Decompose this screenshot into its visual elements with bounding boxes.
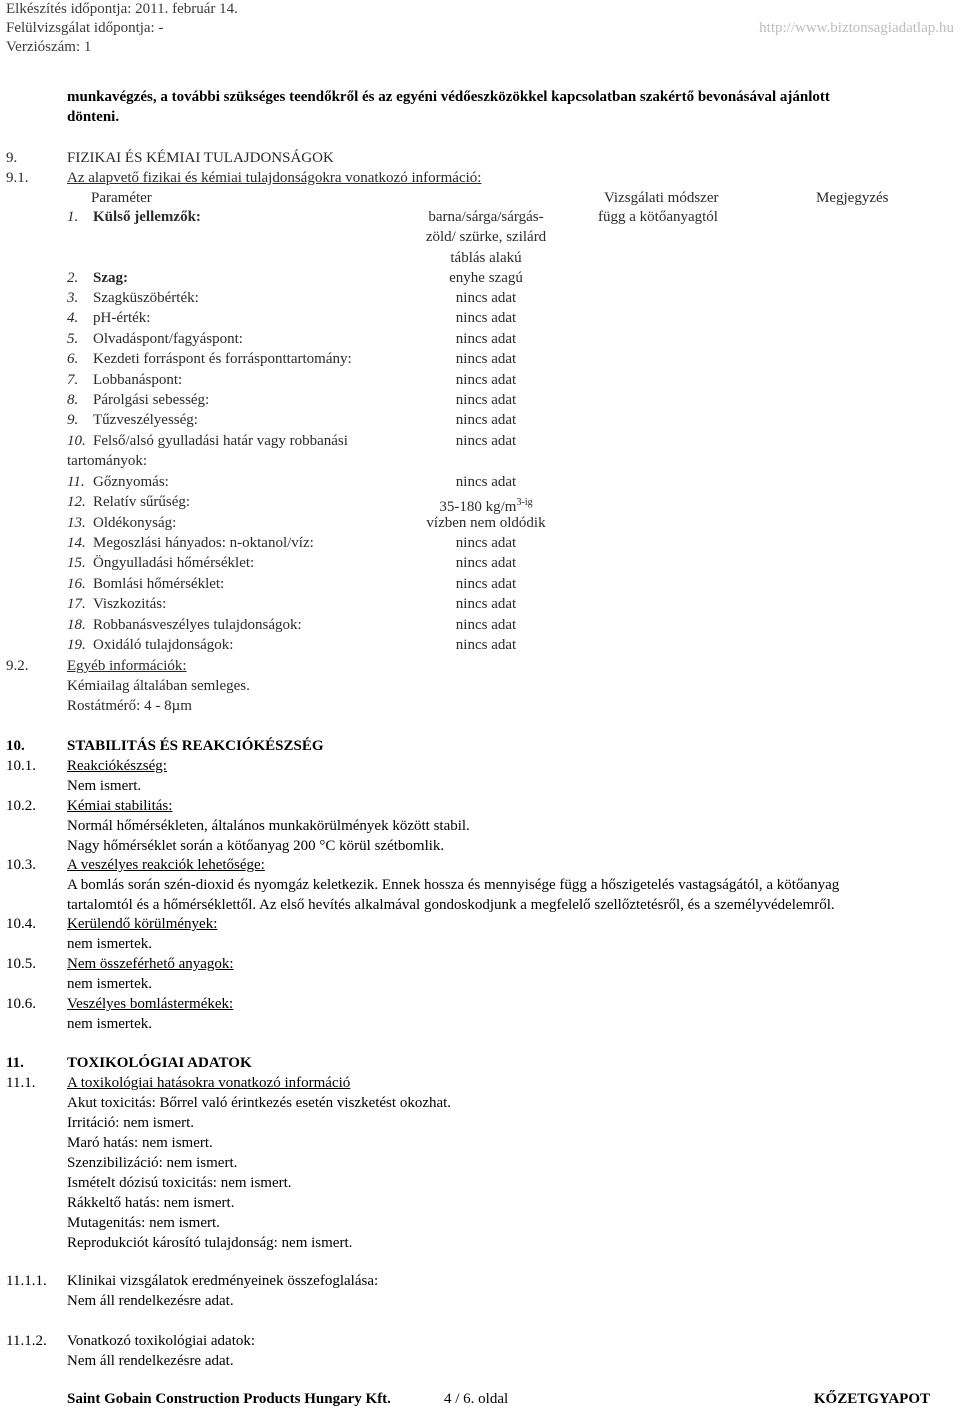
section-11-number: 11. [6, 1055, 24, 1071]
section-9-title: FIZIKAI ÉS KÉMIAI TULAJDONSÁGOK [67, 150, 334, 166]
section-11-1-number: 11.1. [6, 1075, 36, 1091]
section-10-item-number: 10.1. [6, 758, 36, 774]
table-row-label: Robbanásveszélyes tulajdonságok: [93, 617, 302, 633]
table-row-value [413, 290, 559, 307]
section-10-item-title: A veszélyes reakciók lehetősége: [67, 857, 265, 873]
table-row-number: 17. [67, 596, 86, 612]
table-row-number: 7. [67, 372, 79, 388]
section-11-1-2-text: Nem áll rendelkezésre adat. [67, 1353, 234, 1369]
table-row-label: Kezdeti forráspont és forrásponttartomány: [93, 351, 352, 367]
footer-company: Saint Gobain Construction Products Hungary Kft. [67, 1391, 391, 1407]
section-10-item-number: 10.5. [6, 956, 36, 972]
section-11-1-2-number: 11.1.2. [6, 1333, 47, 1349]
table-row-number: 14. [67, 535, 86, 551]
section-9-1-title: Az alapvető fizikai és kémiai tulajdonságokra vonatkozó információ: [67, 170, 482, 186]
section-9-2-number: 9.2. [6, 658, 29, 674]
table-row-number: 19. [67, 637, 86, 653]
table-row-value [413, 494, 559, 516]
table-row-value [413, 555, 559, 572]
created-date: Elkészítés időpontja: 2011. február 14. [6, 1, 238, 17]
table-row-value-text: 35-180 kg/m [439, 499, 517, 515]
section-10-item-title: Nem összeférhető anyagok: [67, 956, 234, 972]
section-10-item-line: nem ismertek. [67, 976, 152, 992]
toxicology-line: Reprodukciót károsító tulajdonság: nem ismert. [67, 1235, 353, 1251]
table-row-value-text: nincs adat [455, 331, 517, 347]
table-row-label: Oxidáló tulajdonságok: [93, 637, 234, 653]
table-row-number: 9. [67, 412, 79, 428]
table-row-value-text: nincs adat [455, 372, 517, 388]
table-row-label: Párolgási sebesség: [93, 392, 210, 408]
table-row-label: Oldékonyság: [93, 515, 177, 531]
table-row-value [413, 331, 559, 348]
column-header-parameter: Paraméter [91, 190, 152, 206]
toxicology-line: Mutagenitás: nem ismert. [67, 1215, 220, 1231]
table-row-number: 8. [67, 392, 79, 408]
table-row-value [413, 576, 559, 593]
section-9-2-title: Egyéb információk: [67, 658, 187, 674]
table-row-value-text: nincs adat [455, 617, 517, 633]
table-row-value-text: nincs adat [455, 535, 517, 551]
section-11-1-1-title: Klinikai vizsgálatok eredményeinek összefoglalása: [67, 1273, 379, 1289]
table-row-label: Lobbanáspont: [93, 372, 183, 388]
section-10-item-line: Nem ismert. [67, 778, 142, 794]
footer-product: KŐZETGYAPOT [813, 1391, 930, 1407]
table-row-value-superscript: 3-ig [516, 497, 533, 508]
toxicology-line: Rákkeltő hatás: nem ismert. [67, 1195, 235, 1211]
table-row-value-text: nincs adat [455, 433, 517, 449]
table-row-label: Gőznyomás: [93, 474, 169, 490]
table-row-number: 6. [67, 351, 79, 367]
table-row-value [413, 596, 559, 613]
table-row-value-text: nincs adat [455, 474, 517, 490]
table-row-label: Tűzveszélyesség: [93, 412, 198, 428]
version-number: Verziószám: 1 [6, 39, 92, 55]
footer-page-number: 4 / 6. oldal [444, 1391, 509, 1407]
table-row-value [413, 270, 559, 287]
table-row-number: 1. [67, 209, 79, 225]
table-row-label: Relatív sűrűség: [93, 494, 191, 510]
table-row-label: Öngyulladási hőmérséklet: [93, 555, 255, 571]
table-row-value [413, 209, 559, 226]
section-11-1-1-text: Nem áll rendelkezésre adat. [67, 1293, 234, 1309]
table-row-value-text: nincs adat [455, 351, 517, 367]
section-10-item-title: Reakciókészség: [67, 758, 167, 774]
table-row-value-text: nincs adat [455, 555, 517, 571]
revision-date: Felülvizsgálat időpontja: - [6, 20, 164, 36]
table-row-label: Viszkozitás: [93, 596, 167, 612]
table-row-value [413, 637, 559, 654]
table-row-number: 18. [67, 617, 86, 633]
section-10-item-line: A bomlás során szén-dioxid és nyomgáz keletkezik. Ennek hossza és mennyisége függ a hőszigetelés vastagságától, a kötőanyag [67, 877, 840, 893]
toxicology-line: Szenzibilizáció: nem ismert. [67, 1155, 238, 1171]
table-row-value [413, 372, 559, 389]
section-10-item-number: 10.4. [6, 916, 36, 932]
toxicology-line: Maró hatás: nem ismert. [67, 1135, 213, 1151]
table-row-value [413, 392, 559, 409]
table-row-method: függ a kötőanyagtól [598, 209, 718, 225]
table-row-value-line-3: táblás alakú [450, 250, 522, 266]
table-row-value-text: barna/sárga/sárgás- [428, 209, 544, 225]
table-row-number: 5. [67, 331, 79, 347]
section-10-item-line: Normál hőmérsékleten, általános munkakörülmények között stabil. [67, 818, 470, 834]
table-row-number: 2. [67, 270, 79, 286]
section-11-1-2-title: Vonatkozó toxikológiai adatok: [67, 1333, 256, 1349]
table-row-value [413, 617, 559, 634]
table-row-value [413, 535, 559, 552]
column-header-note: Megjegyzés [816, 190, 889, 206]
section-10-title: STABILITÁS ÉS REAKCIÓKÉSZSÉG [67, 738, 324, 754]
section-10-item-line: tartalomtól és a hőmérséklettől. Az első hevítés alkalmával gondoskodjunk a megfelelő szellőztetésről, és a személyvédelemről. [67, 897, 835, 913]
intro-line-1: munkavégzés, a további szükséges teendőkről és az egyéni védőeszközökkel kapcsolatban szakértő bevonásával ajánlott [67, 89, 830, 105]
toxicology-line: Irritáció: nem ismert. [67, 1115, 195, 1131]
table-row-number: 10. [67, 433, 86, 449]
table-row-number: 15. [67, 555, 86, 571]
section-9-number: 9. [6, 150, 18, 166]
section-10-item-line: nem ismertek. [67, 1016, 152, 1032]
section-10-item-number: 10.6. [6, 996, 36, 1012]
table-row-value-text: nincs adat [455, 596, 517, 612]
table-row-value [413, 310, 559, 327]
source-url: http://www.biztonsagiadatlap.hu [759, 20, 954, 36]
toxicology-line: Ismételt dózisú toxicitás: nem ismert. [67, 1175, 292, 1191]
table-row-value-line-2: zöld/ szürke, szilárd [425, 229, 547, 245]
table-row-number: 4. [67, 310, 79, 326]
table-row-label: Szag: [93, 270, 128, 286]
section-11-title: TOXIKOLÓGIAI ADATOK [67, 1055, 252, 1071]
section-11-1-title: A toxikológiai hatásokra vonatkozó információ [67, 1075, 351, 1091]
intro-line-2: dönteni. [67, 109, 120, 125]
section-11-1-1-number: 11.1.1. [6, 1273, 47, 1289]
table-row-number: 11. [67, 474, 85, 490]
table-row-number: 16. [67, 576, 86, 592]
table-row-value-text: enyhe szagú [449, 270, 523, 286]
table-row-value [413, 474, 559, 491]
table-row-number: 13. [67, 515, 86, 531]
table-row-label: pH-érték: [93, 310, 151, 326]
table-row-label: Bomlási hőmérséklet: [93, 576, 225, 592]
section-10-number: 10. [6, 738, 25, 754]
table-row-label: Felső/alsó gyulladási határ vagy robbanási [93, 433, 348, 449]
section-10-item-title: Kémiai stabilitás: [67, 798, 173, 814]
section-9-2-line-1: Kémiailag általában semleges. [67, 678, 250, 694]
table-row-value [413, 351, 559, 368]
section-10-item-number: 10.3. [6, 857, 36, 873]
table-row-value [413, 515, 559, 532]
toxicology-line: Akut toxicitás: Bőrrel való érintkezés esetén viszketést okozhat. [67, 1095, 452, 1111]
table-row-value-text: nincs adat [455, 310, 517, 326]
table-row-value [413, 433, 559, 450]
table-row-value-text: nincs adat [455, 637, 517, 653]
section-10-item-title: Veszélyes bomlástermékek: [67, 996, 234, 1012]
table-row-label: Szagküszöbérték: [93, 290, 199, 306]
table-row-number: 12. [67, 494, 86, 510]
table-row-value-text: vízben nem oldódik [426, 515, 546, 531]
table-row-value-text: nincs adat [455, 412, 517, 428]
table-row-value-text: nincs adat [455, 290, 517, 306]
table-row-value-text: nincs adat [455, 392, 517, 408]
table-row-number: 3. [67, 290, 79, 306]
section-9-1-number: 9.1. [6, 170, 29, 186]
section-10-item-line: Nagy hőmérséklet során a kötőanyag 200 °C körül szétbomlik. [67, 838, 445, 854]
section-10-item-title: Kerülendő körülmények: [67, 916, 218, 932]
column-header-method: Vizsgálati módszer [604, 190, 719, 206]
table-row-label: Olvadáspont/fagyáspont: [93, 331, 243, 347]
table-row-label-continued: tartományok: [67, 453, 147, 469]
section-9-2-line-2: Rostátmérő: 4 - 8µm [67, 698, 192, 714]
table-row-value [413, 412, 559, 429]
section-10-item-number: 10.2. [6, 798, 36, 814]
table-row-label: Külső jellemzők: [93, 209, 201, 225]
table-row-value-text: nincs adat [455, 576, 517, 592]
table-row-label: Megoszlási hányados: n-oktanol/víz: [93, 535, 314, 551]
section-10-item-line: nem ismertek. [67, 936, 152, 952]
